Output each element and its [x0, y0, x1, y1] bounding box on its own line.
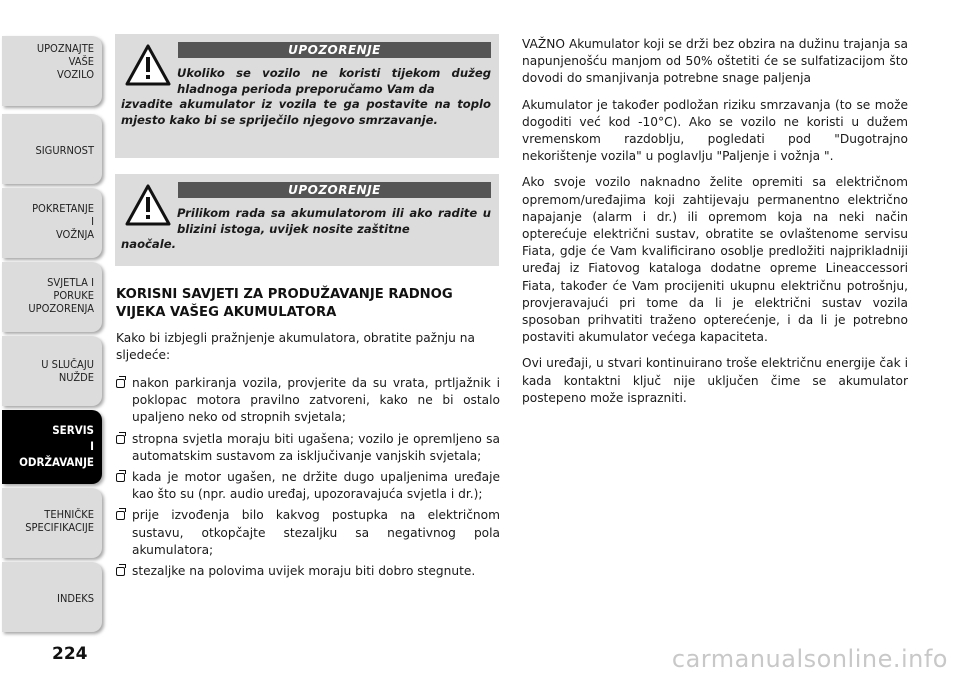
tab-pokretanje-i-voznja[interactable]: POKRETANJE I VOŽNJA: [2, 188, 102, 258]
tab-svjetla-i-poruke[interactable]: SVJETLA I PORUKE UPOZORENJA: [2, 262, 102, 332]
tips-list: [116, 375, 500, 584]
right-column: [522, 36, 908, 416]
warning-text: naočale.: [121, 237, 176, 251]
paragraph-important: VAŽNO Akumulator koji se drži bez obzira na dužinu trajanja sa napunjenošću manjom od 50% oštetiti će se sulfatizacijom što dovodi do smanjivanja potrebne snage paljenja: [522, 37, 908, 86]
page-number: 224: [52, 644, 88, 664]
warning-text-lead: Prilikom rada sa akumulatorom ili ako radite u blizini istoga, uvijek nosite zaštitne: [177, 206, 491, 236]
checkbox-bullet-icon: [116, 435, 125, 444]
checkbox-bullet-icon: [116, 473, 125, 482]
paragraph-extra-equipment: Ako svoje vozilo naknadno želite opremiti sa električnom opremom/uređajima koji zahtijevaju permanentno električno napajanje (alarm i dr.) ili opremom koja na neki način opterećuje električni sustav, obratite se ovlaštenome servisu Fiata, gdje će Vam kvalificirano osoblje predložiti najprikladniji uređaj iz Fiatovog kataloga dodatne opreme Lineaccessori Fiata, također će Vam procijeniti ukupnu električnu potrošnju, provjeravajući pri tome da li je električni sustav vozila sposoban prihvatiti traženo opterećenje, i da li je potrebno postaviti akumulator većega kapaciteta.: [522, 175, 908, 345]
list-item: stropna svjetla moraju biti ugašena; vozilo je opremljeno sa automatskim sustavom za isključivanje vanjskih svjetala;: [116, 431, 500, 465]
warning-box-safety-glasses: [115, 174, 499, 266]
watermark: carmanualsonline.info: [671, 645, 948, 673]
list-item: nakon parkiranja vozila, provjerite da su vrata, prtljažnik i poklopac motora pravilno zatvoreni, kako ne bi ostalo upaljeno neko od stropnih svjetala;: [116, 375, 500, 427]
paragraph-drain: Ovi uređaji, u stvari kontinuirano troše električnu energije čak i kada kontaktni ključ nije uključen čime se akumulator postepeno može isprazniti.: [522, 356, 908, 405]
list-item: stezaljke na polovima uvijek moraju biti dobro stegnute.: [116, 563, 500, 580]
warning-box-cold-storage: [115, 34, 499, 158]
warning-title: UPOZORENJE: [178, 42, 491, 58]
paragraph-freezing: Akumulator je također podložan riziku smrzavanja (to se može dogoditi već kod -10°C). Ako se vozilo ne koristi u dužem vremenskom razdoblju, pogledati pod "Dugotrajno nekorištenje vozila" u poglavlju "Paljenje i vožnja ".: [522, 97, 908, 164]
checkbox-bullet-icon: [116, 567, 125, 576]
warning-text: izvadite akumulator iz vozila te ga postavite na toplo mjesto kako bi se spriječilo njegovo smrzavanje.: [121, 97, 491, 127]
section-heading: KORISNI SAVJETI ZA PRODUŽAVANJE RADNOG VIJEKA VAŠEG AKUMULATORA: [116, 287, 453, 320]
tab-upoznajte-vase-vozilo[interactable]: UPOZNAJTE VAŠE VOZILO: [2, 36, 102, 106]
warning-title: UPOZORENJE: [178, 182, 491, 198]
list-item: kada je motor ugašen, ne držite dugo upaljenima uređaje kao što su (npr. audio uređaj, upozoravajuća svjetla i dr.);: [116, 469, 500, 503]
tab-u-slucaju-nuzde[interactable]: U SLUČAJU NUŽDE: [2, 336, 102, 406]
tab-servis-i-odrzavanje[interactable]: SERVIS I ODRŽAVANJE: [2, 410, 102, 484]
tab-indeks[interactable]: INDEKS: [2, 562, 102, 632]
tab-tehnicke-specifikacije[interactable]: TEHNIČKE SPECIFIKACIJE: [2, 488, 102, 558]
warning-text-lead: Ukoliko se vozilo ne koristi tijekom dužeg hladnoga perioda preporučamo Vam da: [177, 66, 491, 96]
checkbox-bullet-icon: [116, 379, 125, 388]
checkbox-bullet-icon: [116, 511, 125, 520]
tab-sigurnost[interactable]: SIGURNOST: [2, 114, 102, 184]
section-intro: Kako bi izbjegli pražnjenje akumulatora, obratite pažnju na sljedeće:: [116, 331, 475, 362]
list-item: prije izvođenja bilo kakvog postupka na električnom sustavu, otkopčajte stezaljku sa negativnog pola akumulatora;: [116, 507, 500, 559]
